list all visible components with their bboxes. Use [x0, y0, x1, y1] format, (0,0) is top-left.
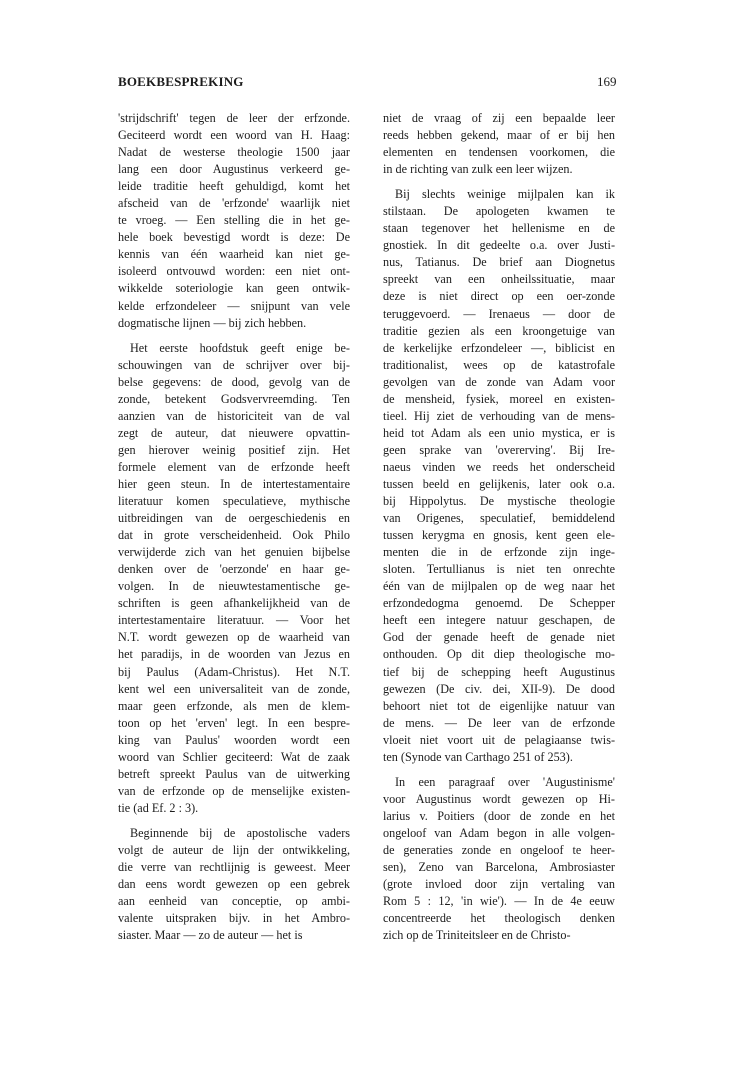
text-line: tussen kerygma en gnosis, kent geen ele-	[383, 528, 615, 543]
right-column	[383, 110, 615, 952]
text-line: traditie gezien als een kroongetuige van	[383, 323, 615, 338]
paragraph	[383, 110, 615, 178]
text-line: verwijderde zich van het genuien bijbelse	[118, 545, 350, 560]
text-line: tieel. Hij ziet de verhouding van de mens-	[383, 408, 615, 423]
text-line: uitbreidingen van de oergeschiedenis en	[118, 511, 350, 526]
text-line: lang een door Augustinus verkeerd ge-	[118, 162, 350, 177]
text-line: gen hierover weinig positief zijn. Het	[118, 442, 350, 457]
text-line: dat in grote verscheidenheid. Ook Philo	[118, 528, 350, 543]
text-line: toon op het 'erven' legt. In een bespre-	[118, 715, 350, 730]
text-line: volgt de auteur de lijn der ontwikkeling,	[118, 842, 350, 857]
text-line: de kerkelijke erfzondeleer —, biblicist en	[383, 340, 615, 355]
text-line: hele boek bevestigd wordt is deze: De	[118, 230, 350, 245]
text-line: maar geen erfzonde, als men de klem-	[118, 698, 350, 713]
text-line: de mensheid, fysiek, moreel en existen-	[383, 391, 615, 406]
text-line: (grote invloed door zijn vertaling van	[383, 877, 615, 892]
text-line: van Origenes, speculatief, bemiddelend	[383, 511, 615, 526]
text-line: Geciteerd wordt een woord van H. Haag:	[118, 128, 350, 143]
text-line: sloten. Tertullianus is niet ten onrechte	[383, 562, 615, 577]
text-line: geen sprake van 'overerving'. Bij Ire-	[383, 442, 615, 457]
text-line: God der genade heeft de genade niet	[383, 630, 615, 645]
text-line: N.T. wordt gewezen op de waarheid van	[118, 630, 350, 645]
text-line: Beginnende bij de apostolische vaders	[130, 825, 350, 840]
text-line: traditionalist, wees op de katastrofale	[383, 357, 615, 372]
paragraph	[383, 186, 615, 766]
text-line: hier geen steun. In de intertestamentaire	[118, 476, 350, 491]
text-line: gewezen (De civ. dei, XII-9). De dood	[383, 681, 615, 696]
text-line: zegt de auteur, dat nieuwere opvattin-	[118, 425, 350, 440]
text-line: nus, Tatianus. De brief aan Diognetus	[383, 255, 615, 270]
text-line: kennis van één waarheid kan niet ge-	[118, 247, 350, 262]
text-line: ten (Synode van Carthago 251 of 253).	[383, 749, 573, 764]
text-line: valente uitspraken bijv. in het Ambro-	[118, 911, 350, 926]
text-line: Het eerste hoofdstuk geeft enige be-	[130, 340, 350, 355]
running-header-title: BOEKBESPREKING	[118, 74, 244, 89]
text-line: woord van Schlier geciteerd: Wat de zaak	[118, 749, 350, 764]
text-line: kelde erfzondeleer — snijpunt van vele	[118, 298, 350, 313]
text-line: In een paragraaf over 'Augustinisme'	[395, 774, 615, 789]
text-line: Bij slechts weinige mijlpalen kan ik	[395, 187, 615, 202]
text-line: zonde, betekent Godsvervreemding. Ten	[118, 391, 350, 406]
text-line: dan eens wordt gewezen op een gebrek	[118, 877, 350, 892]
paragraph	[118, 110, 350, 332]
text-line: betreft spreekt Paulus van de uitwerking	[118, 766, 350, 781]
text-line: Rom 5 : 12, 'in wie'). — In de 4e eeuw	[383, 894, 615, 909]
text-line: onthouden. Op dit diep theologische mo-	[383, 647, 615, 662]
text-line: menten die in de erfzonde zijn inge-	[383, 545, 615, 560]
text-line: niet de vraag of zij een bepaalde leer	[383, 111, 615, 125]
text-line: heid tot Adam als een unio mystica, er is	[383, 425, 615, 440]
text-line: isoleerd ontvouwd worden: een niet ont-	[118, 264, 350, 279]
text-line: aanzien van de historiciteit van de val	[118, 408, 350, 423]
text-line: bij Hippolytus. De mystische theologie	[383, 494, 615, 509]
text-line: naeus vinden we reeds het onderscheid	[383, 459, 615, 474]
text-line: siaster. Maar — zo de auteur — het is	[118, 928, 303, 943]
text-line: voor Augustinus wordt gewezen op Hi-	[383, 791, 615, 806]
text-line: belse gegevens: de dood, gevolg van de	[118, 374, 350, 389]
text-line: ongeloof van Adam begon in alle volgen-	[383, 825, 615, 840]
text-line: deze is niet direct op een oer-zonde	[383, 289, 615, 304]
text-line: van de erfzonde op de menselijke existen-	[118, 783, 350, 798]
text-line: het paradijs, in de woorden van Jezus en	[118, 647, 350, 662]
text-line: afscheid van de 'erfzonde' waarlijk niet	[118, 196, 350, 211]
text-line: larius v. Poitiers (door de zonde en het	[383, 808, 615, 823]
text-line: tussen beeld en gelijkenis, later ook o.a.	[383, 476, 615, 491]
text-line: dogmatische lijnen — bij zich hebben.	[118, 315, 307, 330]
text-line: teruggevoerd. — Irenaeus — door de	[383, 306, 615, 321]
text-line: sen), Zeno van Barcelona, Ambrosiaster	[383, 860, 615, 875]
text-line: literatuur komen speculatieve, mythische	[118, 494, 350, 509]
text-line: aan eenheid van conceptie, op ambi-	[118, 894, 350, 909]
text-line: de mens. — De leer van de erfzonde	[383, 715, 615, 730]
text-line: denken over de 'oerzonde' en haar ge-	[118, 562, 350, 577]
text-line: erfzondedogma genoemd. De Schepper	[383, 596, 615, 611]
text-line: behoort niet tot de eigenlijke natuur van	[383, 698, 615, 713]
text-line: in de richting van zulk een leer wijzen.	[383, 162, 573, 177]
text-line: staan tegenover het hellenisme en de	[383, 221, 615, 236]
page-number: 169	[597, 74, 617, 89]
text-line: spreekt van een onheilssituatie, maar	[383, 272, 615, 287]
text-line: elementen en tendensen voorkomen, die	[383, 145, 615, 160]
text-line: tief bij de schepping heeft Augustinus	[383, 664, 615, 679]
text-line: kent wel een universaliteit van de zonde,	[118, 681, 350, 696]
text-line: zich op de Triniteitsleer en de Christo-	[383, 928, 571, 943]
text-line: volgen. In de nieuwtestamentische ge-	[118, 579, 350, 594]
text-line: te vroeg. — Een stelling die in het ge-	[118, 213, 350, 228]
text-line: gnostiek. In dit gedeelte o.a. over Justi-	[383, 238, 615, 253]
text-line: heeft een integere natuur geschapen, de	[383, 613, 615, 628]
text-line: wikkelde soteriologie kan geen ontwik-	[118, 281, 350, 296]
text-line: king van Paulus' woorden wordt een	[118, 732, 350, 747]
text-line: gevolgen van de zonde van Adam voor	[383, 374, 615, 389]
paragraph	[118, 825, 350, 944]
text-line: schriften is geen afhankelijkheid van de	[118, 596, 350, 611]
text-line: tie (ad Ef. 2 : 3).	[118, 800, 199, 815]
text-line: schouwingen van de schrijver over bij-	[118, 357, 350, 372]
text-line: één van de mijlpalen op de weg naar het	[383, 579, 615, 594]
paragraph	[118, 340, 350, 817]
text-line: formele element van de erfzonde heeft	[118, 459, 350, 474]
text-line: de generaties zonde en ongeloof te heer-	[383, 842, 615, 857]
text-line: vloeit niet voort uit de pelagiaanse twis-	[383, 732, 615, 747]
text-line: intertestamentaire literatuur. — Voor het	[118, 613, 350, 628]
text-line: concentreerde het theologisch denken	[383, 911, 615, 926]
text-line: bij Paulus (Adam-Christus). Het N.T.	[118, 664, 350, 679]
text-line: reeds hebben gekend, maar of er bij hen	[383, 128, 615, 143]
text-line: 'strijdschrift' tegen de leer der erfzonde.	[118, 111, 350, 125]
text-line: die verre van rechtlijnig is geweest. Meer	[118, 860, 350, 875]
paragraph	[383, 774, 615, 944]
text-line: leide traditie heeft gehuldigd, komt het	[118, 179, 350, 194]
text-line: stilstaan. De apologeten kwamen te	[383, 204, 615, 219]
left-column	[118, 110, 350, 952]
text-line: Nadat de westerse theologie 1500 jaar	[118, 145, 350, 160]
